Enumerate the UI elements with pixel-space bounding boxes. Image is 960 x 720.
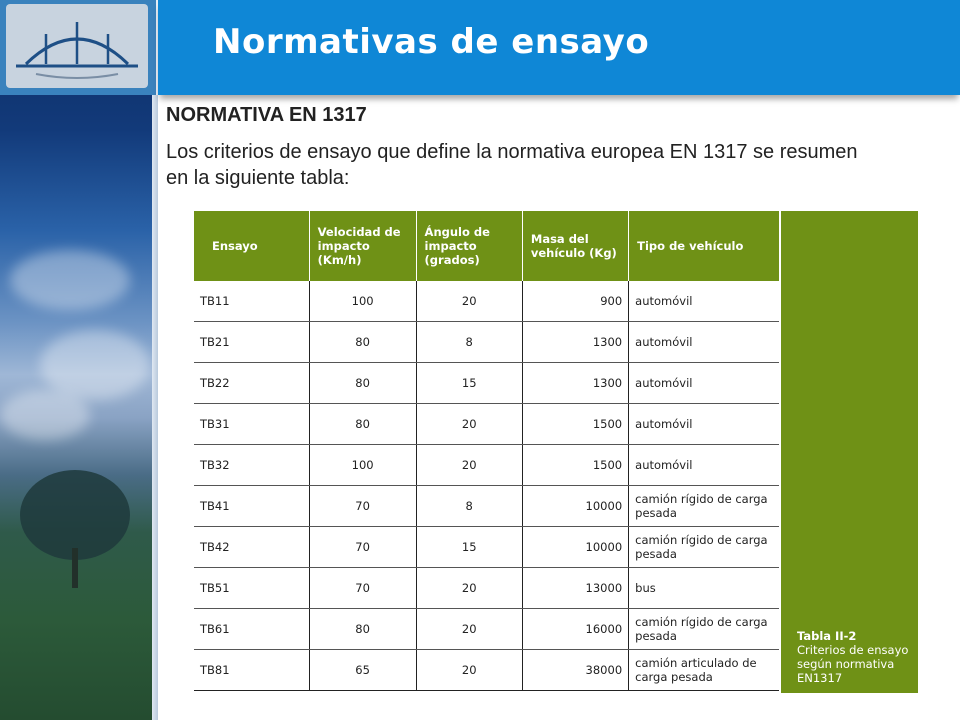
cell-masa: 900 bbox=[522, 281, 628, 322]
cell-masa: 1500 bbox=[522, 445, 628, 486]
section-subtitle: NORMATIVA EN 1317 bbox=[166, 104, 367, 126]
caption-description: Criterios de ensayo según normativa EN1317 bbox=[797, 643, 909, 685]
cell-masa: 38000 bbox=[522, 650, 628, 691]
cell-ensayo: TB41 bbox=[194, 486, 309, 527]
table-row bbox=[194, 281, 779, 322]
caption-title: Tabla II-2 bbox=[797, 629, 857, 643]
table-row bbox=[194, 445, 779, 486]
cell-ensayo: TB81 bbox=[194, 650, 309, 691]
cell-angulo: 20 bbox=[416, 281, 522, 322]
cell-velocidad: 80 bbox=[309, 609, 416, 650]
table-caption-panel bbox=[781, 211, 918, 693]
cell-masa: 1300 bbox=[522, 363, 628, 404]
cell-masa: 13000 bbox=[522, 568, 628, 609]
cell-masa: 16000 bbox=[522, 609, 628, 650]
cell-tipo: automóvil bbox=[629, 363, 779, 404]
cell-velocidad: 70 bbox=[309, 527, 416, 568]
header-ensayo: Ensayo bbox=[194, 211, 309, 281]
cell-ensayo: TB21 bbox=[194, 322, 309, 363]
table-row bbox=[194, 527, 779, 568]
cell-tipo: camión articulado de carga pesada bbox=[629, 650, 779, 691]
cell-masa: 10000 bbox=[522, 486, 628, 527]
cell-tipo: bus bbox=[629, 568, 779, 609]
cell-angulo: 15 bbox=[416, 363, 522, 404]
table-row bbox=[194, 609, 779, 650]
university-bridge-logo bbox=[6, 4, 148, 88]
tree-illustration bbox=[20, 470, 130, 560]
cell-velocidad: 100 bbox=[309, 445, 416, 486]
header-velocidad: Velocidad de impacto (Km/h) bbox=[309, 211, 416, 281]
cell-velocidad: 70 bbox=[309, 568, 416, 609]
cell-tipo: automóvil bbox=[629, 445, 779, 486]
cell-ensayo: TB22 bbox=[194, 363, 309, 404]
header-masa: Masa del vehículo (Kg) bbox=[522, 211, 628, 281]
cell-tipo: camión rígido de carga pesada bbox=[629, 486, 779, 527]
header-tipo: Tipo de vehículo bbox=[629, 211, 779, 281]
cell-tipo: automóvil bbox=[629, 322, 779, 363]
table-caption bbox=[797, 629, 917, 685]
cell-ensayo: TB51 bbox=[194, 568, 309, 609]
table-row bbox=[194, 404, 779, 445]
cell-ensayo: TB42 bbox=[194, 527, 309, 568]
left-divider-stripe bbox=[152, 95, 158, 720]
cell-angulo: 20 bbox=[416, 609, 522, 650]
cell-velocidad: 70 bbox=[309, 486, 416, 527]
cell-angulo: 20 bbox=[416, 650, 522, 691]
cell-masa: 1300 bbox=[522, 322, 628, 363]
cell-masa: 1500 bbox=[522, 404, 628, 445]
table-row bbox=[194, 363, 779, 404]
cell-angulo: 8 bbox=[416, 322, 522, 363]
cell-angulo: 20 bbox=[416, 404, 522, 445]
table-row bbox=[194, 322, 779, 363]
intro-paragraph: Los criterios de ensayo que define la normativa europea EN 1317 se resumen en la siguiente tabla: bbox=[166, 141, 858, 189]
cell-ensayo: TB61 bbox=[194, 609, 309, 650]
cell-masa: 10000 bbox=[522, 527, 628, 568]
criteria-table bbox=[194, 211, 779, 691]
cell-tipo: automóvil bbox=[629, 281, 779, 322]
table-row bbox=[194, 486, 779, 527]
logo-frame bbox=[0, 0, 158, 95]
cell-angulo: 20 bbox=[416, 568, 522, 609]
cell-ensayo: TB32 bbox=[194, 445, 309, 486]
cell-ensayo: TB31 bbox=[194, 404, 309, 445]
table-row bbox=[194, 650, 779, 691]
cell-velocidad: 80 bbox=[309, 363, 416, 404]
table-header-row bbox=[194, 211, 779, 281]
decorative-landscape-panel bbox=[0, 0, 158, 720]
cell-velocidad: 80 bbox=[309, 404, 416, 445]
header-bar bbox=[158, 0, 960, 95]
cell-tipo: automóvil bbox=[629, 404, 779, 445]
cell-angulo: 8 bbox=[416, 486, 522, 527]
cell-angulo: 20 bbox=[416, 445, 522, 486]
cell-velocidad: 80 bbox=[309, 322, 416, 363]
table-row bbox=[194, 568, 779, 609]
cell-angulo: 15 bbox=[416, 527, 522, 568]
header-angulo: Ángulo de impacto (grados) bbox=[416, 211, 522, 281]
cell-ensayo: TB11 bbox=[194, 281, 309, 322]
criteria-table-container bbox=[194, 211, 779, 693]
cell-tipo: camión rígido de carga pesada bbox=[629, 527, 779, 568]
cell-tipo: camión rígido de carga pesada bbox=[629, 609, 779, 650]
page-title: Normativas de ensayo bbox=[213, 22, 650, 62]
cell-velocidad: 65 bbox=[309, 650, 416, 691]
cell-velocidad: 100 bbox=[309, 281, 416, 322]
